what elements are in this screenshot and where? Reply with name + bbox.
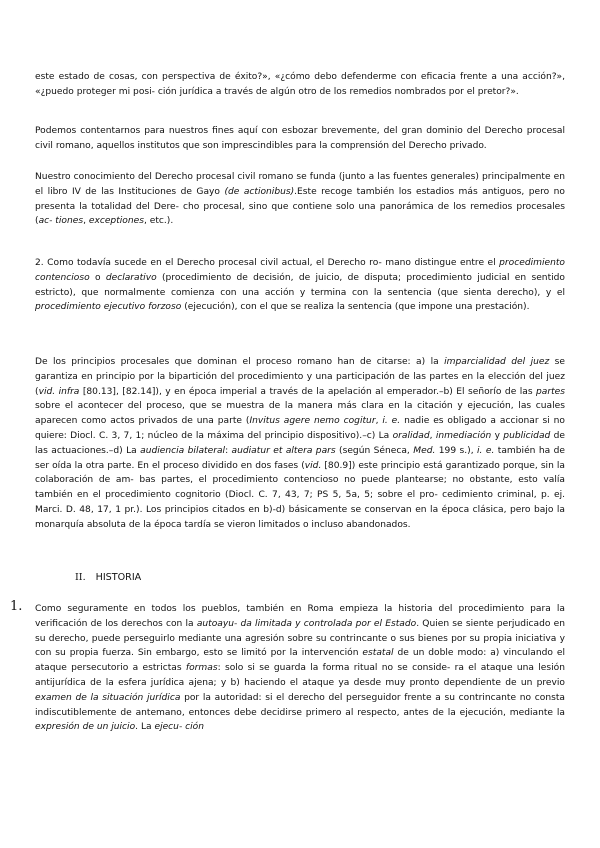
text-run: 2. Como todavía sucede en el Derecho procesal civil actual, el Derecho ro- mano distingue entre el	[35, 258, 500, 268]
paragraph-purpose	[35, 124, 565, 154]
paragraph-number: 1.	[10, 599, 23, 614]
italic-run: procedimiento contencioso	[35, 258, 565, 283]
italic-run: ac- tiones	[38, 216, 84, 227]
italic-run: examen de la situación jurídica	[35, 692, 181, 703]
text-run: de un doble modo: a) vinculando el ataque persecutorio a estrictas	[35, 648, 565, 674]
text-run: . Quien se siente perjudicado en su derecho, puede perseguirlo mediante una agresión sobre su contrincante o sus bienes por su propia iniciativa y con su propia fuerza. Sin embargo, esto se limitó por la intervención	[35, 618, 565, 659]
text-run: . La	[135, 722, 155, 733]
text-run: por la autoridad: si el derecho del perseguidor frente a su contrincante no consta indiscutiblemente de antemano, entonces debe decidirse primero al respecto, antes de la ejecución, mediante la	[35, 692, 565, 718]
section-title: HISTORIA	[95, 572, 142, 583]
text-run: nadie es obligado a accionar si no quiere: Diocl. C. 3, 7, 1; núcleo de la máxima del principio dispositivo).–c) La	[35, 416, 565, 441]
text-run: también ha de ser oída la otra parte. En el proceso dividido en dos fases (	[35, 445, 565, 471]
text-run: , etc.).	[143, 216, 174, 227]
text-run: Nuestro conocimiento del Derecho procesal civil romano se funda (junto a las fuentes generales) principalmente en el libro IV de las Instituciones de Gayo	[35, 172, 565, 197]
text-run: .Este recoge también los estadios más antiguos, pero no presenta la totalidad del Dere- cho procesal, sino que contiene solo una panorámica de los remedios procesales (	[35, 186, 565, 227]
text-run: [80.13], [82.14]), y en época imperial a través de la apelación al emperador.–b) El señorío de las	[79, 386, 537, 397]
text-run: de las actuaciones.–d) La	[35, 430, 565, 456]
section-heading	[75, 571, 141, 585]
italic-run: imparcialidad del juez	[444, 357, 550, 367]
italic-run: i. e.	[477, 445, 495, 456]
paragraph-history	[35, 602, 565, 735]
section-number: II.	[75, 572, 86, 583]
paragraph-intro-questions	[35, 70, 565, 100]
italic-run: Med.	[413, 445, 436, 456]
paragraph-text: Podemos contentarnos para nuestros fines aquí con esbozar brevemente, del gran dominio del Derecho procesal civil romano, aquellos institutos que son imprescindibles para la comprensión del Derecho privado.	[35, 126, 565, 151]
italic-run: oralidad	[392, 430, 430, 441]
italic-run: autoayu- da limitada y controlada por el Estado	[196, 618, 417, 629]
italic-run: i. e.	[382, 416, 401, 427]
text-run: :	[225, 445, 232, 456]
italic-run: ejecu- ción	[154, 722, 204, 733]
paragraph-sources	[35, 170, 565, 229]
paragraph-principles	[35, 355, 565, 533]
text-run: (según Séneca,	[335, 445, 414, 456]
text-run: 199 s.),	[435, 445, 478, 456]
italic-run: (de actionibus)	[224, 186, 295, 197]
text-run: (procedimiento de decisión, de juicio, de disputa; procedimiento judicial en sentido estricto), que normalmente comienza con una acción y termina con la sentencia (que sienta derecho), y el	[35, 272, 565, 298]
italic-run: exceptiones	[88, 216, 144, 227]
text-run: o	[89, 272, 106, 283]
italic-run: inmediación	[435, 430, 492, 441]
text-run: ,	[429, 430, 436, 441]
text-run: (ejecución), con el que se realiza la sentencia (que impone una prestación).	[181, 302, 530, 313]
italic-run: vid.	[304, 460, 322, 471]
italic-run: estatal	[362, 648, 394, 659]
text-run: y	[491, 430, 504, 441]
italic-run: publicidad	[503, 430, 551, 441]
italic-run: partes	[536, 386, 566, 397]
italic-run: audiatur et altera pars	[231, 445, 336, 456]
paragraph-text: este estado de cosas, con perspectiva de éxito?», «¿cómo debo defenderme con eficacia frente a una acción?», «¿puedo proteger mi posi- ción jurídica a través de algún otro de los remedios nombrados por el pretor?».	[35, 72, 565, 97]
paragraph-procedure-types	[35, 256, 565, 315]
italic-run: expresión de un juicio	[35, 722, 136, 733]
italic-run: audiencia bilateral	[140, 445, 226, 456]
italic-run: formas	[185, 663, 218, 674]
text-run: : solo si se guarda la forma ritual no se conside- ra el ataque una lesión antijurídica de la esfera jurídica ajena; y b) haciendo el ataque ya desde muy pronto dependiente de un previo	[35, 663, 565, 688]
italic-run: Invitus agere nemo cogitur	[249, 416, 376, 427]
text-run: se garantiza en principio por la bipartición del procedimiento y una participación de las partes en la elección del juez (	[35, 357, 565, 397]
italic-run: declarativo	[105, 272, 157, 283]
text-run: Como seguramente en todos los pueblos, también en Roma empieza la historia del procedimiento para la verificación de los derechos con la	[35, 604, 565, 629]
text-run: [80.9]) este principio está garantizado porque, sin la colaboración de am- bas partes, el procedimiento contencioso no puede plantearse; no obstante, esto valía también en el procedimiento cognitorio (Diocl. C. 7, 43, 7; PS 5, 5a, 5; sobre el pro- cedimiento criminal, p. ej. Marci. D. 48, 17, 1 pr.). Los principios citados en b)-d) básicamente se conservan en la época clásica, pero bajo la monarquía absoluta de la época tardía se vieron limitados o incluso abandonados.	[35, 460, 565, 530]
text-run: sobre el acontecer del proceso, que se muestra de la manera más clara en la citación y ejecución, las cuales aparecen como actos privados de una parte (	[35, 401, 565, 427]
text-run: ,	[375, 416, 383, 427]
italic-run: vid. infra	[38, 386, 80, 397]
text-run: De los principios procesales que dominan el proceso romano han de citarse: a) la	[35, 357, 445, 367]
italic-run: procedimiento ejecutivo forzoso	[35, 302, 182, 313]
text-run: ,	[83, 216, 89, 227]
